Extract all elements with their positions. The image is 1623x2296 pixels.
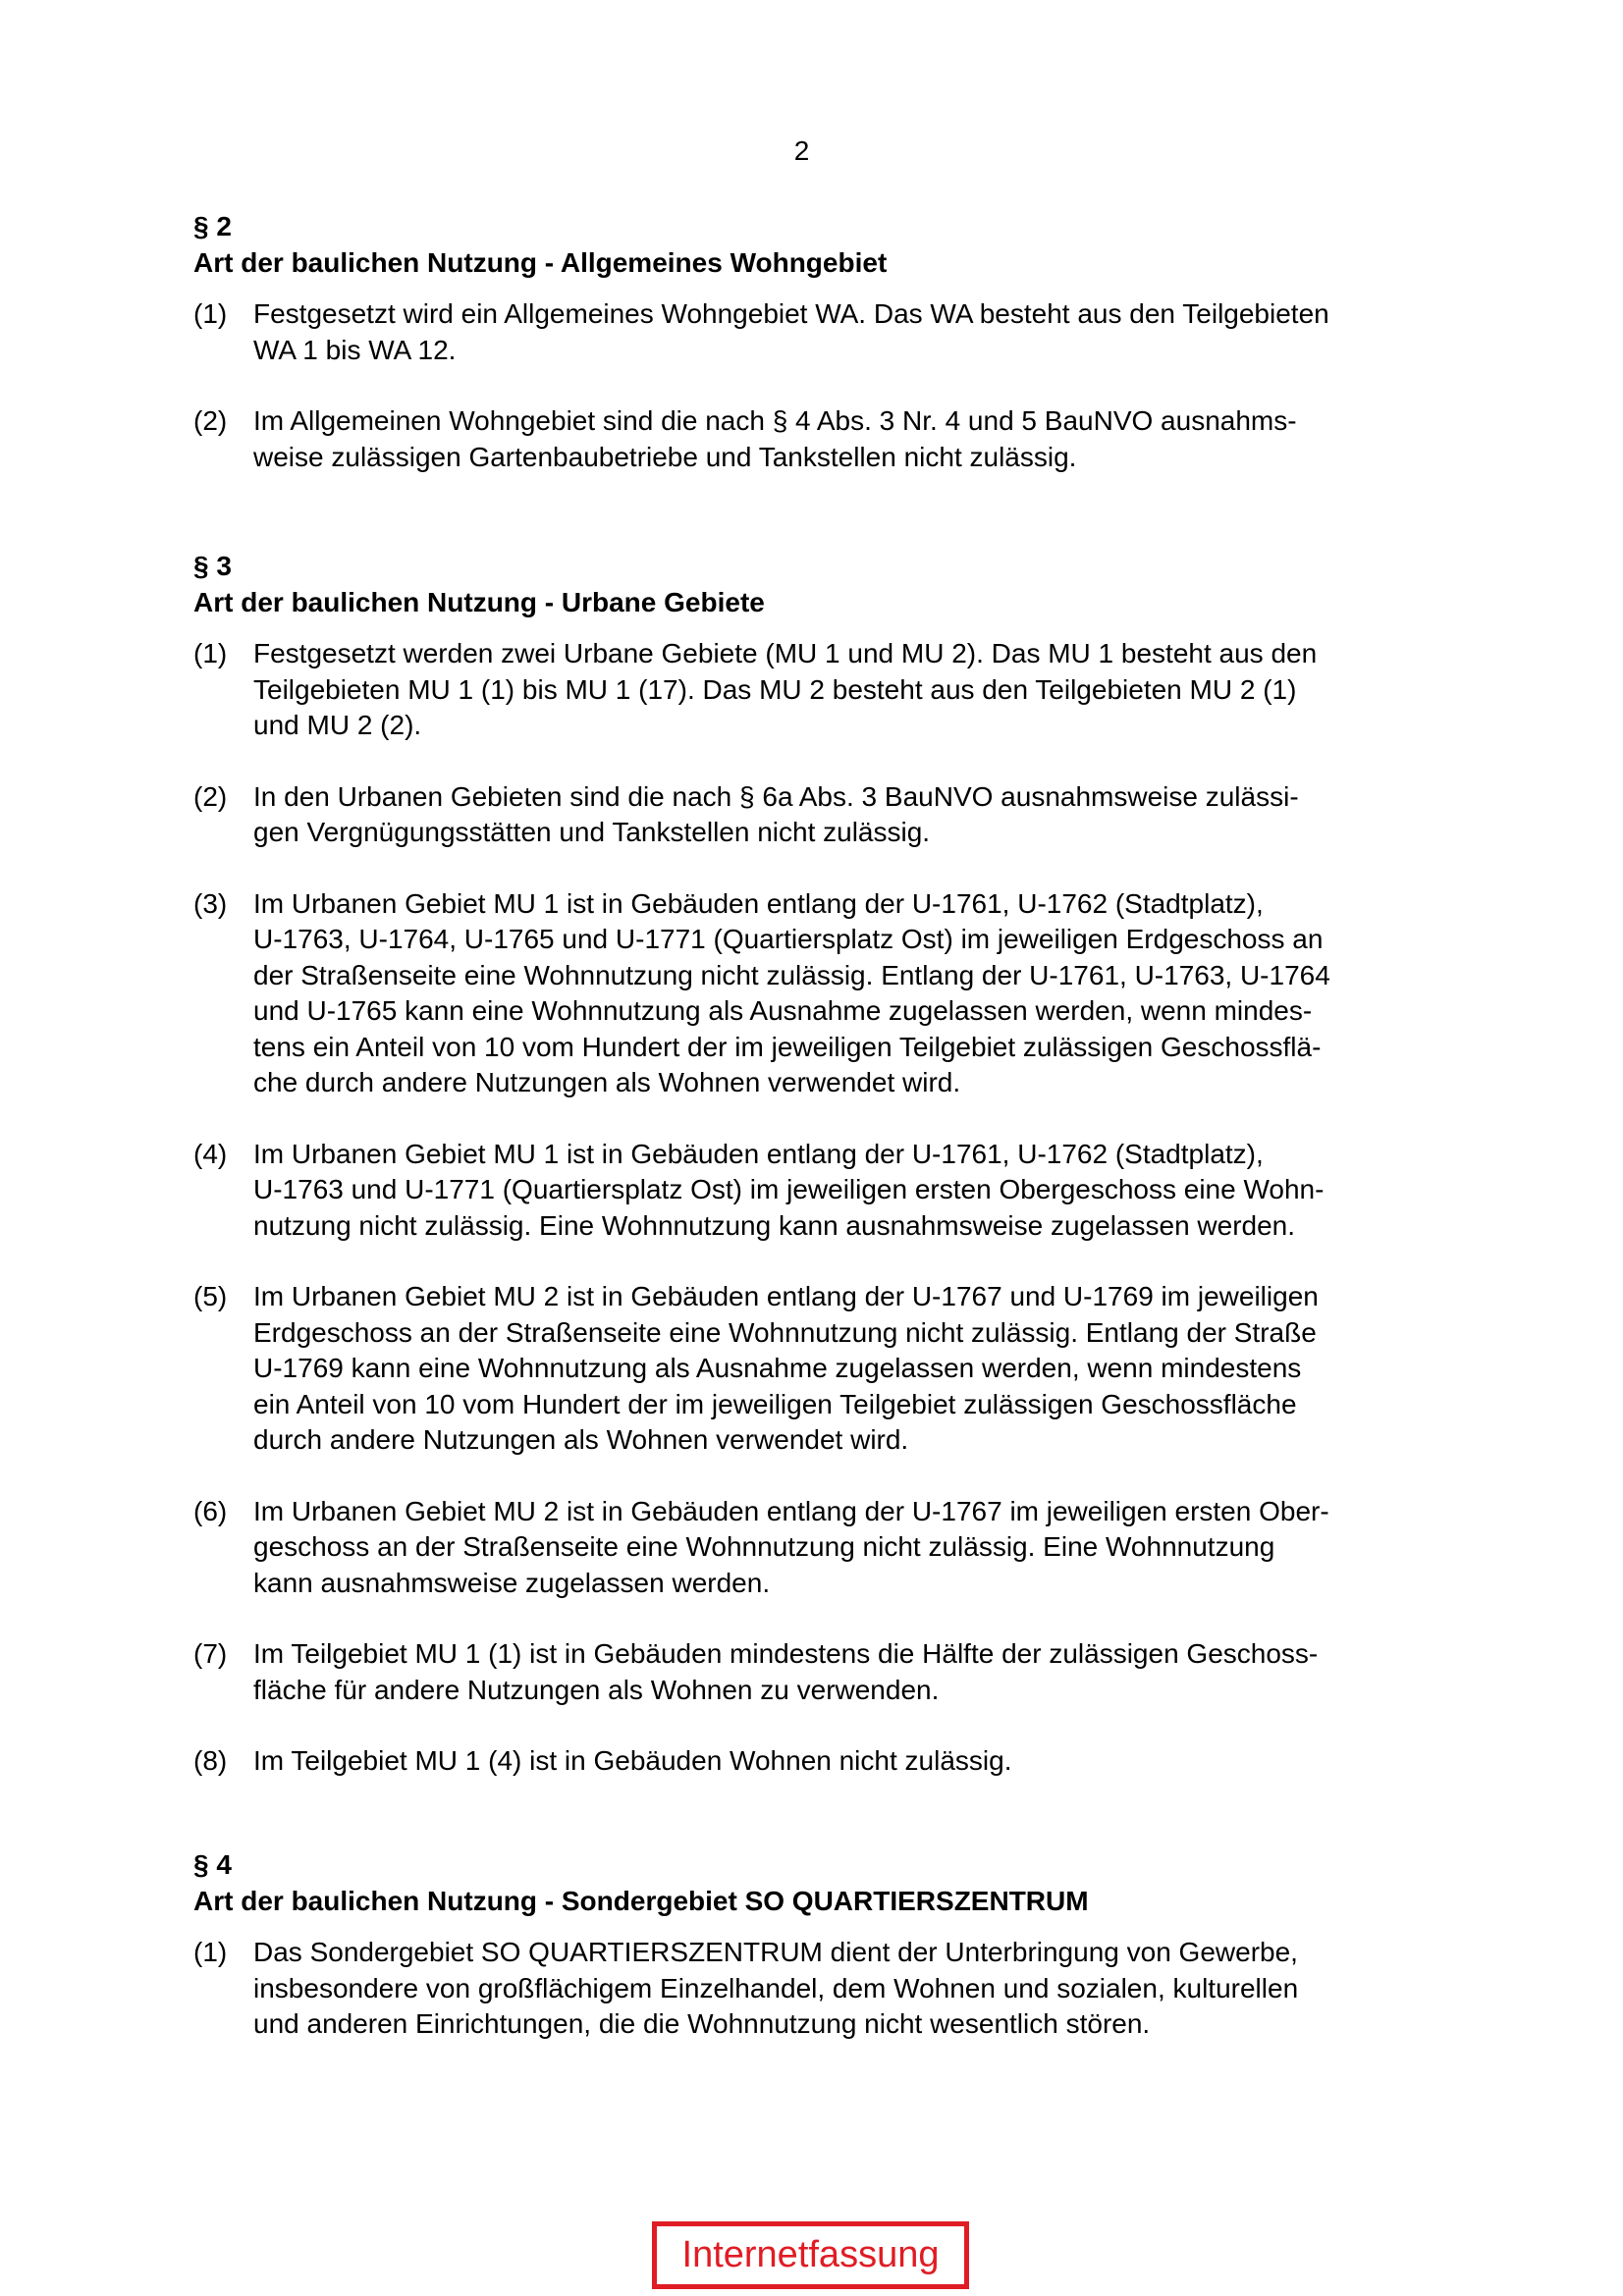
paragraph-text (253, 1636, 1440, 1708)
paragraph-number: (7) (193, 1638, 228, 1669)
text-line: fläche für andere Nutzungen als Wohnen zu verwenden. (253, 1674, 940, 1705)
paragraph (193, 779, 1440, 851)
paragraph (193, 1935, 1440, 2043)
paragraph (193, 1743, 1440, 1780)
paragraph-number: (8) (193, 1745, 228, 1776)
paragraph-number: (1) (193, 1937, 228, 1967)
paragraph (193, 296, 1440, 368)
paragraph-text (253, 1743, 1440, 1780)
text-line: In den Urbanen Gebieten sind die nach § 6a Abs. 3 BauNVO ausnahmsweise zulässi- (253, 780, 1299, 812)
text-line: kann ausnahmsweise zugelassen werden. (253, 1567, 771, 1598)
text-line: der Straßenseite eine Wohnnutzung nicht zulässig. Entlang der U-1761, U-1763, U-1764 (253, 959, 1330, 990)
paragraph-number: (6) (193, 1495, 228, 1526)
section-number: § 4 (193, 1849, 232, 1880)
text-line: WA 1 bis WA 12. (253, 334, 457, 365)
text-line: Im Teilgebiet MU 1 (4) ist in Gebäuden Wohnen nicht zulässig. (253, 1745, 1012, 1776)
text-line: U-1763, U-1764, U-1765 und U-1771 (Quartiersplatz Ost) im jeweiligen Erdgeschoss an (253, 924, 1324, 954)
paragraph (193, 1636, 1440, 1708)
text-line: und U-1765 kann eine Wohnnutzung als Ausnahme zugelassen werden, wenn mindes- (253, 995, 1313, 1026)
paragraph-text (253, 1935, 1440, 2043)
text-line: Im Teilgebiet MU 1 (1) ist in Gebäuden mindestens die Hälfte der zulässigen Geschoss- (253, 1638, 1319, 1669)
paragraph-number: (3) (193, 887, 228, 919)
paragraph-text (253, 403, 1440, 475)
paragraph-text (253, 296, 1440, 368)
text-line: gen Vergnügungsstätten und Tankstellen nicht zulässig. (253, 817, 931, 847)
paragraph-text (253, 1137, 1440, 1245)
paragraph (193, 886, 1440, 1101)
text-line: Festgesetzt werden zwei Urbane Gebiete (MU 1 und MU 2). Das MU 1 besteht aus den (253, 638, 1318, 668)
text-line: ein Anteil von 10 vom Hundert der im jeweiligen Teilgebiet zulässigen Geschossfläche (253, 1388, 1297, 1419)
section-2 (193, 209, 1440, 475)
text-line: U-1769 kann eine Wohnnutzung als Ausnahme zugelassen werden, wenn mindestens (253, 1353, 1302, 1383)
paragraph (193, 1279, 1440, 1459)
text-line: insbesondere von großflächigem Einzelhandel, dem Wohnen und sozialen, kulturellen (253, 1972, 1299, 2003)
paragraph-number: (2) (193, 405, 228, 436)
paragraph-text (253, 636, 1440, 744)
section-title: Art der baulichen Nutzung - Urbane Gebiete (193, 586, 765, 617)
paragraph-number: (2) (193, 780, 228, 812)
paragraph (193, 1137, 1440, 1245)
section-title: Art der baulichen Nutzung - Sondergebiet SO QUARTIERSZENTRUM (193, 1885, 1089, 1916)
text-line: geschoss an der Straßenseite eine Wohnnutzung nicht zulässig. Eine Wohnnutzung (253, 1531, 1275, 1562)
paragraph-text (253, 1279, 1440, 1459)
text-line: tens ein Anteil von 10 vom Hundert der im jeweiligen Teilgebiet zulässigen Geschossflä- (253, 1031, 1322, 1062)
paragraph (193, 1494, 1440, 1602)
text-line: Festgesetzt wird ein Allgemeines Wohngebiet WA. Das WA besteht aus den Teilgebieten (253, 298, 1329, 329)
paragraph-number: (1) (193, 638, 228, 668)
text-line: Im Urbanen Gebiet MU 2 ist in Gebäuden entlang der U-1767 im jeweiligen ersten Ober- (253, 1495, 1329, 1526)
text-line: che durch andere Nutzungen als Wohnen verwendet wird. (253, 1067, 961, 1097)
internetfassung-stamp: Internetfassung (652, 2221, 969, 2289)
page-number: 2 (793, 135, 810, 166)
text-line: nutzung nicht zulässig. Eine Wohnnutzung kann ausnahmsweise zugelassen werden. (253, 1209, 1296, 1241)
section-title: Art der baulichen Nutzung - Allgemeines Wohngebiet (193, 246, 888, 278)
paragraph-text (253, 886, 1440, 1101)
paragraph-number: (5) (193, 1281, 228, 1311)
text-line: U-1763 und U-1771 (Quartiersplatz Ost) im jeweiligen ersten Obergeschoss eine Wohn- (253, 1174, 1325, 1204)
paragraph-number: (4) (193, 1138, 228, 1169)
paragraph-text (253, 1494, 1440, 1602)
text-line: Im Allgemeinen Wohngebiet sind die nach § 4 Abs. 3 Nr. 4 und 5 BauNVO ausnahms- (253, 405, 1297, 436)
section-4 (193, 1847, 1440, 2043)
paragraph-text (253, 779, 1440, 851)
text-line: Teilgebieten MU 1 (1) bis MU 1 (17). Das MU 2 besteht aus den Teilgebieten MU 2 (1) (253, 673, 1297, 705)
text-line: Das Sondergebiet SO QUARTIERSZENTRUM dient der Unterbringung von Gewerbe, (253, 1937, 1298, 1967)
section-number: § 3 (193, 551, 232, 581)
text-line: weise zulässigen Gartenbaubetriebe und Tankstellen nicht zulässig. (253, 441, 1077, 472)
text-line: Im Urbanen Gebiet MU 1 ist in Gebäuden entlang der U-1761, U-1762 (Stadtplatz), (253, 887, 1264, 919)
section-number: § 2 (193, 211, 232, 241)
paragraph (193, 636, 1440, 744)
text-line: und MU 2 (2). (253, 710, 422, 740)
text-line: durch andere Nutzungen als Wohnen verwendet wird. (253, 1424, 909, 1455)
text-line: Erdgeschoss an der Straßenseite eine Wohnnutzung nicht zulässig. Entlang der Straße (253, 1316, 1317, 1348)
text-line: Im Urbanen Gebiet MU 2 ist in Gebäuden entlang der U-1767 und U-1769 im jeweiligen (253, 1281, 1319, 1311)
section-3 (193, 549, 1440, 1780)
text-line: Im Urbanen Gebiet MU 1 ist in Gebäuden entlang der U-1761, U-1762 (Stadtplatz), (253, 1138, 1264, 1169)
paragraph-number: (1) (193, 298, 228, 329)
text-line: und anderen Einrichtungen, die die Wohnnutzung nicht wesentlich stören. (253, 2008, 1151, 2039)
paragraph (193, 403, 1440, 475)
